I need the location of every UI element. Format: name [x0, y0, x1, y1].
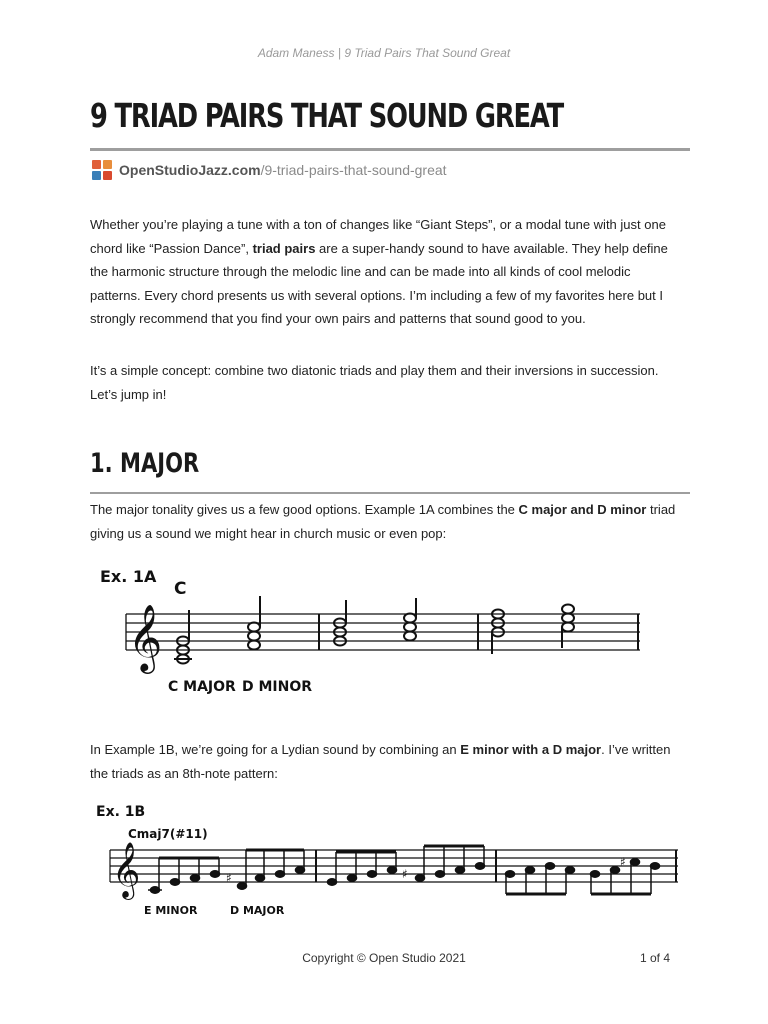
section-title-text: 1. MAJOR	[90, 448, 200, 479]
footer-page-number: 1 of 4	[640, 951, 671, 965]
intro-text-a: Whether you’re playing a tune with a ton of changes like “Giant Steps”, or a modal tune with just one chord like “Passion Dance”,	[90, 217, 666, 256]
major-text-a: The major tonality gives us a few good options. Example 1A combines the	[90, 502, 519, 517]
intro-paragraph-1	[90, 213, 680, 331]
ex1a-tag-d-minor: D MINOR	[242, 679, 313, 695]
major-text-d: . I’ve written the triads as an 8th-note pattern:	[90, 742, 671, 781]
treble-clef-icon: 𝄞	[112, 842, 141, 898]
example-1a-score	[90, 560, 650, 700]
page-title-text: 9 TRIAD PAIRS THAT SOUND GREAT	[90, 96, 564, 135]
section-title-major	[90, 448, 199, 479]
site-path: /9-triad-pairs-that-sound-great	[260, 162, 447, 178]
major-bold: C major and D minor	[518, 502, 647, 517]
major-paragraph-2	[90, 738, 680, 785]
intro-paragraph-2: It’s a simple concept: combine two diatonic triads and play them and their inversions in succession. Let’s jump in!	[90, 363, 659, 402]
intro-bold: triad pairs	[252, 240, 316, 256]
ex1a-label: Ex. 1A	[100, 567, 157, 586]
footer-copyright: Copyright © Open Studio 2021	[302, 951, 466, 965]
ex1a-notes	[174, 596, 574, 664]
ex1a-chord-symbol: C	[174, 579, 187, 599]
section-divider	[90, 492, 690, 494]
ex1b-chord-symbol: Cmaj7(#11)	[128, 827, 208, 841]
major-text-c: In Example 1B, we’re going for a Lydian sound by combining an	[90, 742, 461, 757]
title-divider	[90, 148, 690, 151]
ex1a-tag-c-major: C MAJOR	[168, 679, 236, 695]
sharp-icon: ♯	[402, 867, 408, 881]
ex1b-label: Ex. 1B	[96, 804, 146, 820]
sharp-icon: ♯	[620, 855, 626, 869]
sharp-icon: ♯	[226, 871, 232, 885]
treble-clef-icon: 𝄞	[128, 603, 163, 671]
intro-text-b: are a super-handy sound to have available. They help define the harmonic structure through the melodic line and can be made into all kinds of cool melodic patterns. Every chord presents us with several options. I’m including a few of my favorites here but I strongly recommend that you find your own pairs and patterns that sound good to you.	[90, 240, 668, 326]
site-link[interactable]	[92, 160, 447, 180]
ex1b-tag-e-minor: E MINOR	[144, 904, 198, 917]
site-name: OpenStudioJazz.com	[119, 162, 261, 178]
open-studio-logo-icon	[92, 160, 112, 180]
ex1b-tag-d-major: D MAJOR	[230, 904, 285, 917]
example-1b-score	[90, 800, 690, 922]
running-header: Adam Maness | 9 Triad Pairs That Sound Great	[257, 46, 511, 60]
major-bold-2: E minor with a D major	[460, 742, 602, 757]
page-title	[90, 96, 563, 135]
major-paragraph-1	[90, 498, 680, 545]
major-text-b: triad giving us a sound we might hear in church music or even pop:	[90, 502, 676, 541]
